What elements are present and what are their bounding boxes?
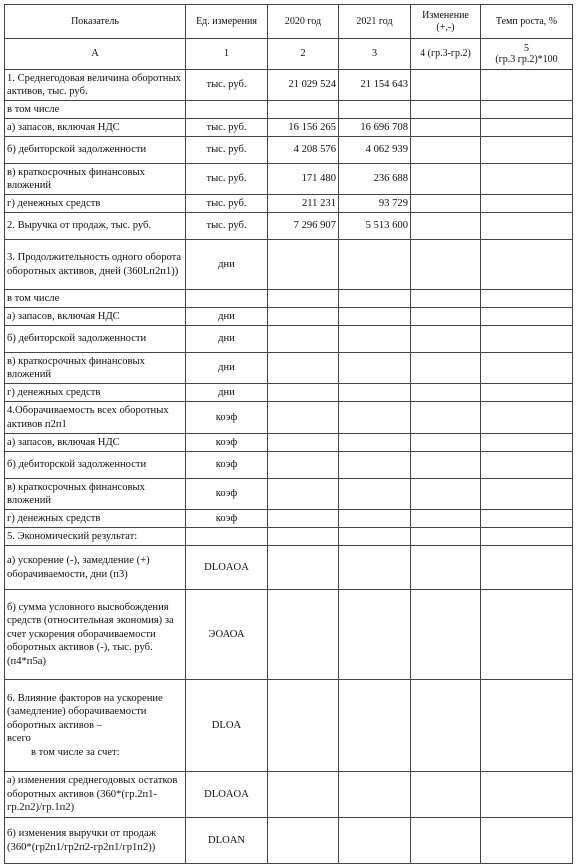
table-row xyxy=(5,384,573,402)
growth-cell xyxy=(481,101,573,119)
value-2020-cell xyxy=(268,479,339,510)
indicator-text: б) дебиторской задолженности xyxy=(7,459,147,471)
change-cell xyxy=(411,70,481,101)
value-2021-cell: 4 062 939 xyxy=(339,137,411,164)
unit-cell: коэф xyxy=(186,510,268,528)
indicator-cell xyxy=(5,384,186,402)
growth-cell xyxy=(481,240,573,290)
value-2021-cell xyxy=(339,308,411,326)
unit-cell: DLOAOA xyxy=(186,546,268,590)
change-cell xyxy=(411,240,481,290)
header-row xyxy=(5,5,573,39)
table-row xyxy=(5,213,573,240)
value-2021-cell: 236 688 xyxy=(339,164,411,195)
value-2021-cell xyxy=(339,101,411,119)
indicator-text: б) изменения выручки от продаж (360*(гр2п1/гр2п2-гр2п1/гр1п2)) xyxy=(7,828,157,853)
unit-cell: коэф xyxy=(186,434,268,452)
value-2020-cell xyxy=(268,384,339,402)
growth-cell xyxy=(481,479,573,510)
unit-cell: дни xyxy=(186,353,268,384)
value-2020-cell xyxy=(268,101,339,119)
index-2: 2 xyxy=(268,39,339,70)
header-growth: Темп роста, % xyxy=(481,5,573,39)
indicator-cell xyxy=(5,213,186,240)
indicator-cell xyxy=(5,479,186,510)
change-cell xyxy=(411,384,481,402)
table-row xyxy=(5,772,573,818)
table-row xyxy=(5,119,573,137)
unit-cell xyxy=(186,101,268,119)
value-2020-cell xyxy=(268,308,339,326)
value-2021-cell: 5 513 600 xyxy=(339,213,411,240)
value-2021-cell xyxy=(339,528,411,546)
change-cell xyxy=(411,510,481,528)
change-cell xyxy=(411,528,481,546)
value-2021-cell xyxy=(339,353,411,384)
value-2020-cell: 211 231 xyxy=(268,195,339,213)
indicator-cell xyxy=(5,353,186,384)
unit-cell: дни xyxy=(186,326,268,353)
value-2021-cell xyxy=(339,240,411,290)
value-2020-cell: 21 029 524 xyxy=(268,70,339,101)
value-2021-cell xyxy=(339,479,411,510)
analysis-table xyxy=(4,4,573,864)
indicator-cell xyxy=(5,546,186,590)
growth-cell xyxy=(481,213,573,240)
value-2020-cell xyxy=(268,528,339,546)
value-2020-cell: 171 480 xyxy=(268,164,339,195)
value-2021-cell xyxy=(339,680,411,772)
table-row xyxy=(5,680,573,772)
growth-cell xyxy=(481,528,573,546)
growth-cell xyxy=(481,818,573,864)
value-2021-cell xyxy=(339,510,411,528)
indicator-cell xyxy=(5,680,186,772)
change-cell xyxy=(411,195,481,213)
indicator-cell xyxy=(5,528,186,546)
header-change: Изменение (+,-) xyxy=(411,5,481,39)
index-5-number: 5 xyxy=(524,42,529,54)
unit-cell: коэф xyxy=(186,402,268,434)
indicator-cell xyxy=(5,195,186,213)
growth-cell xyxy=(481,308,573,326)
change-cell xyxy=(411,479,481,510)
change-cell xyxy=(411,164,481,195)
indicator-text: б) дебиторской задолженности xyxy=(7,333,147,345)
change-cell xyxy=(411,308,481,326)
change-cell xyxy=(411,772,481,818)
value-2021-cell: 16 696 708 xyxy=(339,119,411,137)
indicator-cell xyxy=(5,101,186,119)
value-2021-cell xyxy=(339,290,411,308)
header-2021: 2021 год xyxy=(339,5,411,39)
change-cell xyxy=(411,137,481,164)
indicator-cell xyxy=(5,137,186,164)
growth-cell xyxy=(481,452,573,479)
indicator-text: в) краткосрочных финансовых вложений xyxy=(7,166,145,191)
change-cell xyxy=(411,680,481,772)
value-2020-cell xyxy=(268,326,339,353)
index-1: 1 xyxy=(186,39,268,70)
unit-cell: ЭОАОА xyxy=(186,590,268,680)
growth-cell xyxy=(481,546,573,590)
table-row xyxy=(5,353,573,384)
value-2021-cell xyxy=(339,452,411,479)
index-3: 3 xyxy=(339,39,411,70)
change-cell xyxy=(411,452,481,479)
change-cell xyxy=(411,434,481,452)
unit-cell: тыс. руб. xyxy=(186,70,268,101)
table-row xyxy=(5,195,573,213)
change-cell xyxy=(411,590,481,680)
table-row xyxy=(5,452,573,479)
value-2020-cell xyxy=(268,772,339,818)
table-row xyxy=(5,402,573,434)
unit-cell: DLOAOA xyxy=(186,772,268,818)
table-row xyxy=(5,546,573,590)
table-row xyxy=(5,326,573,353)
table-row xyxy=(5,101,573,119)
table-row xyxy=(5,290,573,308)
growth-cell xyxy=(481,70,573,101)
growth-cell xyxy=(481,772,573,818)
indicator-cell xyxy=(5,434,186,452)
unit-cell: DLOA xyxy=(186,680,268,772)
indicator-text: в) краткосрочных финансовых вложений xyxy=(7,481,145,506)
growth-cell xyxy=(481,290,573,308)
value-2021-cell xyxy=(339,772,411,818)
table-row xyxy=(5,434,573,452)
value-2020-cell xyxy=(268,546,339,590)
indicator-text: 3. Продолжительность одного оборота оборотных активов, дней (360Lп2п1)) xyxy=(7,252,182,277)
value-2020-cell: 16 156 265 xyxy=(268,119,339,137)
index-a: А xyxy=(5,39,186,70)
value-2020-cell xyxy=(268,402,339,434)
value-2020-cell xyxy=(268,680,339,772)
indicator-text: 1. Среднегодовая величина оборотных активов, тыс. руб. xyxy=(7,72,181,97)
indicator-cell xyxy=(5,308,186,326)
index-5 xyxy=(481,39,573,70)
unit-cell: тыс. руб. xyxy=(186,213,268,240)
value-2020-cell xyxy=(268,353,339,384)
index-row xyxy=(5,39,573,70)
indicator-text: а) изменения среднегодовых остатков оборотных активов (360*(гр.2п1-гр.2п2)/гр.1п2) xyxy=(7,775,178,814)
table-row xyxy=(5,164,573,195)
growth-cell xyxy=(481,680,573,772)
indicator-text: б) сумма условного высвобождения средств (относительная экономия) за счет ускорения оборачиваемости оборотных активов (-), тыс. руб. (п4*п5а) xyxy=(7,602,174,667)
indicator-cell xyxy=(5,510,186,528)
indicator-text: а) запасов, включая НДС xyxy=(7,310,120,322)
table-row xyxy=(5,590,573,680)
unit-cell: тыс. руб. xyxy=(186,195,268,213)
value-2020-cell xyxy=(268,290,339,308)
indicator-text: 2. Выручка от продаж, тыс. руб. xyxy=(7,220,152,232)
unit-cell: дни xyxy=(186,308,268,326)
growth-cell xyxy=(481,510,573,528)
growth-cell xyxy=(481,164,573,195)
indicator-cell xyxy=(5,818,186,864)
indicator-cell xyxy=(5,402,186,434)
indicator-cell xyxy=(5,70,186,101)
growth-cell xyxy=(481,119,573,137)
indicator-cell xyxy=(5,164,186,195)
table-row xyxy=(5,510,573,528)
indicator-cell xyxy=(5,772,186,818)
indicator-subtext: в том числе за счет: xyxy=(31,746,120,758)
table-row xyxy=(5,479,573,510)
value-2020-cell: 4 208 576 xyxy=(268,137,339,164)
header-indicator: Показатель xyxy=(5,5,186,39)
growth-cell xyxy=(481,590,573,680)
indicator-cell xyxy=(5,326,186,353)
change-cell xyxy=(411,101,481,119)
unit-cell: дни xyxy=(186,384,268,402)
change-cell xyxy=(411,290,481,308)
change-cell xyxy=(411,818,481,864)
growth-cell xyxy=(481,195,573,213)
growth-cell xyxy=(481,434,573,452)
value-2020-cell xyxy=(268,510,339,528)
indicator-text: а) запасов, включая НДС xyxy=(7,121,120,133)
indicator-text: 5. Экономический результат: xyxy=(7,530,138,542)
indicator-cell xyxy=(5,452,186,479)
change-cell xyxy=(411,546,481,590)
change-cell xyxy=(411,119,481,137)
value-2021-cell xyxy=(339,434,411,452)
indicator-text: 6. Влияние факторов на ускорение (замедление) оборачиваемости оборотных активов – xyxy=(7,693,163,731)
header-unit: Ед. измерения xyxy=(186,5,268,39)
change-cell xyxy=(411,213,481,240)
indicator-cell xyxy=(5,590,186,680)
table-row xyxy=(5,818,573,864)
value-2021-cell xyxy=(339,384,411,402)
table-row xyxy=(5,240,573,290)
header-2020: 2020 год xyxy=(268,5,339,39)
indicator-text: а) запасов, включая НДС xyxy=(7,436,120,448)
indicator-text: г) денежных средств xyxy=(7,386,101,398)
growth-cell xyxy=(481,353,573,384)
indicator-text: 4.Оборачиваемость всех оборотных активов п2п1 xyxy=(7,405,169,430)
value-2021-cell: 21 154 643 xyxy=(339,70,411,101)
growth-cell xyxy=(481,326,573,353)
growth-cell xyxy=(481,402,573,434)
indicator-text: б) дебиторской задолженности xyxy=(7,144,147,156)
growth-cell xyxy=(481,384,573,402)
indicator-text: в том числе xyxy=(7,103,60,115)
unit-cell xyxy=(186,290,268,308)
value-2021-cell xyxy=(339,326,411,353)
value-2021-cell xyxy=(339,546,411,590)
indicator-text: а) ускорение (-), замедление (+) оборачиваемости, дни (п3) xyxy=(7,555,150,580)
value-2020-cell xyxy=(268,452,339,479)
unit-cell: дни xyxy=(186,240,268,290)
index-5-formula: (гр.3 гр.2)*100 xyxy=(495,54,558,65)
value-2020-cell xyxy=(268,240,339,290)
value-2020-cell: 7 296 907 xyxy=(268,213,339,240)
unit-cell: коэф xyxy=(186,452,268,479)
table-row xyxy=(5,137,573,164)
unit-cell: тыс. руб. xyxy=(186,137,268,164)
table-row xyxy=(5,70,573,101)
unit-cell: тыс. руб. xyxy=(186,164,268,195)
value-2021-cell xyxy=(339,590,411,680)
indicator-cell xyxy=(5,290,186,308)
indicator-subtext: всего xyxy=(7,733,31,745)
value-2021-cell xyxy=(339,818,411,864)
value-2020-cell xyxy=(268,590,339,680)
indicator-text: в том числе xyxy=(7,292,60,304)
change-cell xyxy=(411,402,481,434)
unit-cell xyxy=(186,528,268,546)
indicator-text: в) краткосрочных финансовых вложений xyxy=(7,355,145,380)
table-row xyxy=(5,528,573,546)
unit-cell: DLOAN xyxy=(186,818,268,864)
unit-cell: коэф xyxy=(186,479,268,510)
value-2021-cell: 93 729 xyxy=(339,195,411,213)
value-2020-cell xyxy=(268,818,339,864)
unit-cell: тыс. руб. xyxy=(186,119,268,137)
indicator-text: г) денежных средств xyxy=(7,512,101,524)
change-cell xyxy=(411,353,481,384)
indicator-text: г) денежных средств xyxy=(7,197,101,209)
indicator-cell xyxy=(5,119,186,137)
indicator-cell xyxy=(5,240,186,290)
change-cell xyxy=(411,326,481,353)
index-4: 4 (гр.3-гр.2) xyxy=(411,39,481,70)
value-2021-cell xyxy=(339,402,411,434)
table-row xyxy=(5,308,573,326)
growth-cell xyxy=(481,137,573,164)
value-2020-cell xyxy=(268,434,339,452)
